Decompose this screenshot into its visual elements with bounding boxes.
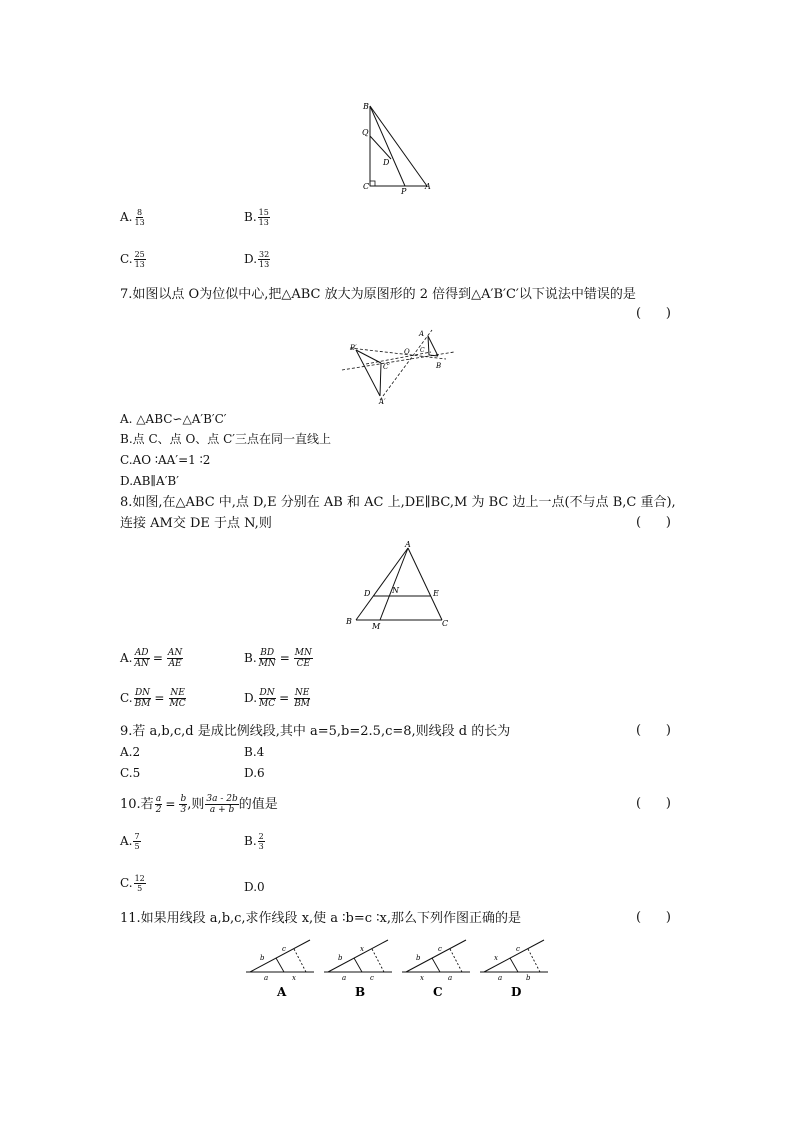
q8-answer-paren[interactable]: ( ) [636, 515, 671, 530]
q11-figure-d[interactable] [480, 940, 548, 999]
q7-label-C-prime: C′ [383, 363, 390, 371]
q11-b-up1: b [338, 954, 343, 962]
q11-a-up2: c [282, 945, 286, 953]
q10-answer-paren[interactable]: ( ) [636, 796, 671, 811]
q6-option-b[interactable]: B. $\frac{15}{13}$ [244, 208, 269, 227]
q11-figures [244, 932, 554, 1004]
q8-label-M: M [372, 622, 381, 631]
q9-option-d[interactable]: D.6 [244, 766, 265, 780]
q11-d-low1: a [498, 974, 503, 982]
q10-stem: 10.若 $\frac{a}{2}$ = $\frac{b}{3}$ ,则 $\frac{3a - 2b}{a + b}$ 的值是 [120, 794, 278, 815]
q7-answer-paren[interactable]: ( ) [636, 306, 671, 321]
q9-answer-paren[interactable]: ( ) [636, 723, 671, 738]
q8-triangle-figure [340, 538, 452, 632]
q11-a-low1: a [264, 974, 269, 982]
q6-label-C: C [363, 182, 370, 191]
q6-option-c[interactable]: C. $\frac{25}{13}$ [120, 250, 145, 269]
q11-d-up2: c [516, 945, 520, 953]
q8-label-D: D [364, 589, 371, 598]
q6-label-P: P [401, 187, 407, 196]
q9-option-a[interactable]: A.2 [120, 745, 141, 759]
q6-label-D: D [383, 158, 390, 167]
q6-label-A: A [425, 182, 431, 191]
q11-d-caption: D [511, 985, 522, 999]
q11-figure-b[interactable] [324, 940, 392, 999]
q8-option-c[interactable]: C. $\frac{DN}{BM}$ = $\frac{NE}{MC}$ [120, 688, 186, 709]
q6-option-d[interactable]: D. $\frac{32}{13}$ [244, 250, 270, 269]
q10-option-a[interactable]: A. $\frac{7}{5}$ [120, 832, 140, 851]
q9-option-c[interactable]: C.5 [120, 766, 141, 780]
q8-stem-line1: 8.如图,在△ABC 中,点 D,E 分别在 AB 和 AC 上,DE∥BC,M 为 BC 边上一点(不与点 B,C 重合), [120, 495, 676, 510]
q8-option-d[interactable]: D. $\frac{DN}{MC}$ = $\frac{NE}{BM}$ [244, 688, 311, 709]
q11-b-low1: a [342, 974, 347, 982]
q7-option-c[interactable]: C.AO ∶AA′=1 ∶2 [120, 453, 211, 467]
q8-label-E: E [433, 589, 439, 598]
q8-label-A: A [405, 540, 411, 549]
q10-option-c[interactable]: C. $\frac{12}{5}$ [120, 874, 145, 893]
q7-homothety-figure [336, 326, 462, 410]
q7-label-O: O [404, 348, 410, 356]
q11-a-low2: x [292, 974, 296, 982]
q11-d-up1: x [494, 954, 498, 962]
q8-label-C: C [442, 619, 449, 628]
q9-stem: 9.若 a,b,c,d 是成比例线段,其中 a=5,b=2.5,c=8,则线段 d 的长为 [120, 724, 511, 739]
q7-label-C: C [420, 347, 425, 354]
q11-b-caption: B [355, 985, 366, 999]
q10-option-b[interactable]: B. $\frac{2}{3}$ [244, 832, 264, 851]
q11-figure-a[interactable] [246, 940, 314, 999]
q8-option-a[interactable]: A. $\frac{AD}{AN}$ = $\frac{AN}{AE}$ [120, 648, 183, 669]
q7-label-B-prime: B′ [350, 344, 357, 352]
q7-label-A-prime: A′ [379, 398, 386, 406]
q11-answer-paren[interactable]: ( ) [636, 910, 671, 925]
q11-a-up1: b [260, 954, 265, 962]
q11-d-low2: b [526, 974, 531, 982]
q6-label-Q: Q [362, 128, 369, 137]
q11-c-low1: x [420, 974, 424, 982]
q9-option-b[interactable]: B.4 [244, 745, 265, 759]
q6-label-B: B [363, 102, 369, 111]
q11-b-up2: x [360, 945, 364, 953]
q7-stem: 7.如图以点 O为位似中心,把△ABC 放大为原图形的 2 倍得到△A′B′C′以下说法中错误的是 [120, 287, 636, 302]
q11-c-up1: b [416, 954, 421, 962]
q6-option-a[interactable]: A. $\frac{8}{13}$ [120, 208, 145, 227]
q8-option-b[interactable]: B. $\frac{BD}{MN}$ = $\frac{MN}{CE}$ [244, 648, 312, 669]
q11-figure-c[interactable] [402, 940, 470, 999]
q11-a-caption: A [277, 985, 287, 999]
q6-triangle-figure [355, 98, 445, 194]
q8-label-B: B [346, 617, 352, 626]
q7-option-b[interactable]: B.点 C、点 O、点 C′三点在同一直线上 [120, 432, 332, 446]
q8-stem-line2: 连接 AM交 DE 于点 N,则 [120, 516, 272, 531]
q7-option-d[interactable]: D.AB∥A′B′ [120, 474, 179, 488]
q10-option-d[interactable]: D.0 [244, 880, 265, 894]
q11-c-up2: c [438, 945, 442, 953]
q7-option-a[interactable]: A. △ABC∽△A′B′C′ [120, 412, 227, 426]
q7-label-B: B [436, 362, 442, 370]
q11-c-caption: C [433, 985, 443, 999]
q11-b-low2: c [370, 974, 374, 982]
q7-label-A: A [419, 330, 425, 338]
q11-c-low2: a [448, 974, 453, 982]
q11-stem: 11.如果用线段 a,b,c,求作线段 x,使 a ∶b=c ∶x,那么下列作图正确的是 [120, 911, 522, 926]
q8-label-N: N [392, 586, 399, 595]
